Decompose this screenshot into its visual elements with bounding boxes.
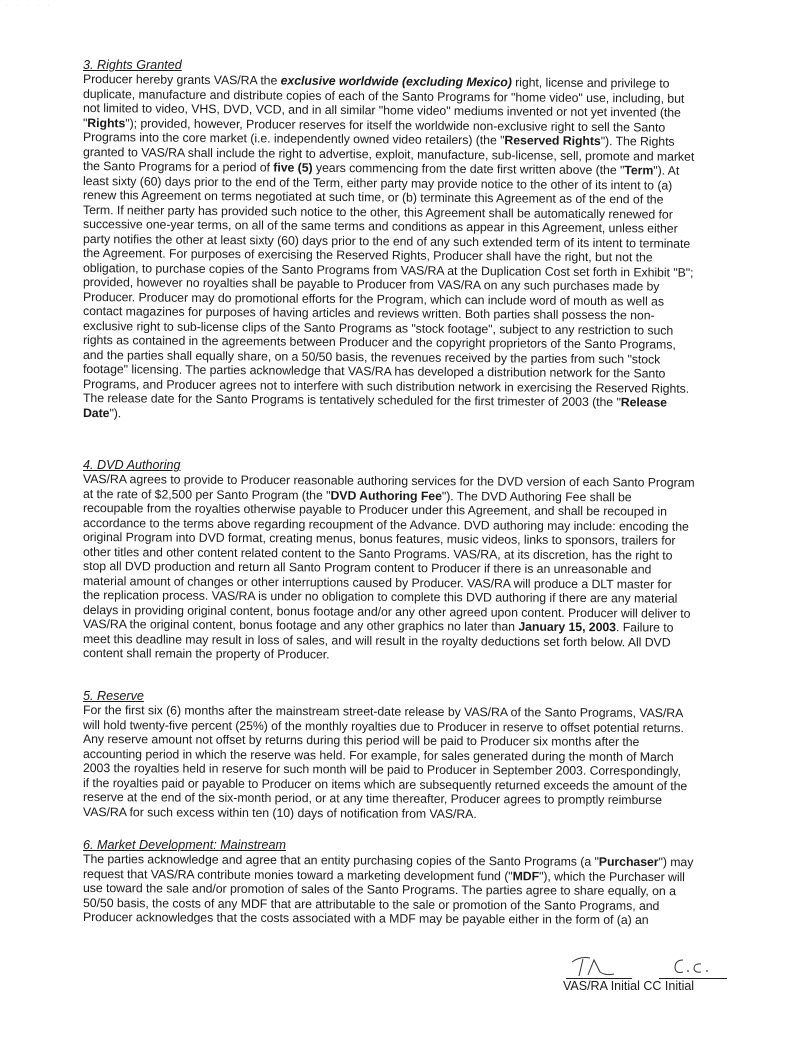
text-run: not limited to video, VHS, DVD, VCD, and in all similar "home video" mediums invented or not yet invented (the bbox=[82, 101, 681, 120]
text-run: granted to VAS/RA shall include the right to advertise, exploit, manufacture, sub-license, sell, promote and market bbox=[82, 144, 695, 164]
text-run: recoupable from the royalties otherwise payable to Producer under this Agreement, and shall be recouped in bbox=[82, 501, 667, 519]
text-run: reserve at the end of the six-month period, or at any time thereafter, Producer agrees to promptly reimburse bbox=[82, 790, 663, 808]
text-run: "). bbox=[109, 405, 122, 420]
text-run: The parties acknowledge and agree that an entity purchasing copies of the Santo Programs (a " bbox=[82, 852, 599, 869]
text-run: "). The DVD Authoring Fee shall be bbox=[441, 488, 632, 504]
defined-term: five (5) bbox=[273, 160, 313, 175]
section-body bbox=[83, 72, 763, 420]
vasra-initial-label: VAS/RA Initial bbox=[563, 979, 640, 993]
defined-term: Purchaser bbox=[598, 854, 659, 870]
text-run: " bbox=[82, 115, 88, 130]
text-run: "); provided, however, Producer reserves for itself the worldwide non-exclusive right to sell the Santo bbox=[125, 115, 666, 135]
defined-term: MDF bbox=[512, 868, 540, 883]
text-run: 50/50 basis, the costs of any MDF that are attributable to the sale or promotion of the Santo Programs, and bbox=[82, 895, 660, 913]
text-run: least sixty (60) days prior to the end of the Term, either party may provide notice to the other of its intent to (a) bbox=[82, 173, 673, 193]
section-dvd-authoring bbox=[83, 458, 763, 661]
paragraph-line bbox=[83, 910, 763, 928]
section-body bbox=[83, 472, 763, 661]
text-run: years commencing from the date first written above (the " bbox=[312, 160, 625, 178]
text-run: content shall remain the property of Producer. bbox=[82, 646, 330, 662]
text-run: right, license and privilege to bbox=[511, 75, 670, 91]
text-run: VAS/RA agrees to provide to Producer reasonable authoring services for the DVD version of each Santo Program bbox=[82, 472, 695, 490]
text-run: 2003 the royalties held in reserve for such month will be paid to Producer in September 2003. Correspondingly, bbox=[82, 761, 681, 779]
section-body bbox=[83, 703, 763, 819]
section-heading: 6. Market Development: Mainstream bbox=[83, 838, 286, 852]
section-reserve bbox=[83, 689, 763, 819]
text-run: Producer hereby grants VAS/RA the bbox=[82, 72, 281, 88]
defined-term: Reserved Rights bbox=[504, 133, 601, 149]
text-run: the Agreement. For purposes of exercising the Reserved Rights, Producer shall have the right, but not the bbox=[82, 246, 653, 265]
defined-term: Release bbox=[620, 395, 668, 410]
section-market-development bbox=[83, 838, 763, 925]
emphasized-term: exclusive worldwide (excluding Mexico) bbox=[280, 73, 512, 90]
section-body bbox=[83, 852, 763, 925]
paragraph-line bbox=[83, 646, 763, 665]
initials-block bbox=[563, 950, 733, 1000]
text-run: will hold twenty-five percent (25%) of the monthly royalties due to Producer in reserve to offset potential returns. bbox=[82, 717, 684, 735]
text-run: Any reserve amount not offset by returns during this period will be paid to Producer six months after the bbox=[82, 732, 640, 749]
text-run: . Failure to bbox=[615, 620, 674, 635]
text-run: Programs, and Producer agrees not to interfere with such distribution network in exercising the Reserved Rights. bbox=[82, 376, 690, 396]
scan-corner-mark: · · · · · bbox=[6, 2, 53, 9]
text-run: material amount of changes or other interruptions caused by Producer. VAS/RA will produce a DLT master for bbox=[82, 573, 672, 592]
defined-term: Rights bbox=[87, 115, 126, 130]
text-run: request that VAS/RA contribute monies toward a marketing development fund (" bbox=[82, 866, 513, 883]
section-heading: 3. Rights Granted bbox=[83, 58, 182, 72]
paragraph-line bbox=[83, 805, 763, 823]
section-heading: 4. DVD Authoring bbox=[83, 458, 181, 472]
text-run: and the parties shall equally share, on a 50/50 basis, the revenues received by the parties from such "stock bbox=[82, 347, 661, 367]
text-run: meet this deadline may result in loss of sales, and will result in the royalty deductions set forth below. All DVD bbox=[82, 631, 671, 650]
text-run: renew this Agreement on terms negotiated at such time, or (b) terminate this Agreement as of the end of the bbox=[82, 188, 664, 207]
text-run: Producer. Producer may do promotional efforts for the Program, which can include word of mouth as well as bbox=[82, 289, 665, 309]
text-run: the replication process. VAS/RA is under no obligation to complete this DVD authoring if there are any material bbox=[82, 588, 678, 606]
text-run: at the rate of $2,500 per Santo Program (the " bbox=[82, 486, 331, 503]
text-run: footage" licensing. The parties acknowledge that VAS/RA has developed a distribution network for the Santo bbox=[82, 362, 666, 381]
text-run: Producer acknowledges that the costs associated with a MDF may be payable either in the form of (a) an bbox=[82, 910, 649, 927]
initial-labels bbox=[563, 979, 694, 993]
text-run: exclusive right to sub-license clips of the Santo Programs as "stock footage", subject to any restriction to such bbox=[82, 318, 674, 338]
text-run: the Santo Programs for a period of bbox=[82, 159, 274, 175]
section-rights-granted bbox=[83, 58, 763, 420]
text-run: successive one-year terms, on all of the same terms and conditions as appear in this Agreement, unless either bbox=[82, 217, 678, 236]
text-run: obligation, to purchase copies of the Santo Programs from VAS/RA at the Duplication Cost set forth in Exhibit "B"; bbox=[82, 260, 694, 280]
text-run: duplicate, manufacture and distribute copies of each of the Santo Programs for "home video" use, including, but bbox=[82, 86, 685, 106]
text-run: other titles and other content related content to the Santo Programs. VAS/RA, at its discretion, has the right to bbox=[82, 544, 673, 563]
cc-handwritten-initials bbox=[659, 950, 727, 978]
text-run: provided, however no royalties shall be payable to Producer from VAS/RA on any such purchases made by bbox=[82, 275, 660, 294]
defined-term: DVD Authoring Fee bbox=[330, 488, 442, 503]
text-run: accounting period in which the reserve was held. For example, for sales generated during the month of March bbox=[82, 746, 674, 764]
text-run: "), which the Purchaser will bbox=[539, 868, 685, 884]
text-run: Term. If neither party has provided such notice to the other, this Agreement shall be automatically renewed for bbox=[82, 202, 673, 222]
text-run: The release date for the Santo Programs is tentatively scheduled for the first trimester of 2003 (the " bbox=[82, 391, 621, 410]
text-run: Programs into the core market (i.e. independently owned video retailers) (the " bbox=[82, 130, 505, 148]
text-run: delays in providing original content, bonus footage and/or any other agreed upon content. Producer will deliver to bbox=[82, 602, 691, 621]
defined-term: Term bbox=[624, 163, 654, 178]
vasra-handwritten-initials bbox=[566, 950, 632, 978]
text-run: use toward the sale and/or promotion of sales of the Santo Programs. The parties agree to share equally, on a bbox=[82, 881, 676, 899]
text-run: "). The Rights bbox=[600, 134, 675, 149]
text-run: accordance to the terms above regarding recoupment of the Advance. DVD authoring may include: encoding the bbox=[82, 515, 689, 534]
text-run: if the royalties paid or payable to Producer on items which are subsequently returned exceeds the amount of the bbox=[82, 775, 688, 793]
vasra-initial-line bbox=[566, 950, 632, 979]
text-run: stop all DVD production and return all Santo Program content to Producer if there is an unreasonable and bbox=[82, 559, 652, 577]
text-run: VAS/RA the original content, bonus footage and any other graphics no later than bbox=[82, 617, 519, 634]
section-heading: 5. Reserve bbox=[83, 689, 144, 703]
text-run: "). At bbox=[653, 163, 680, 178]
text-run: VAS/RA for such excess within ten (10) days of notification from VAS/RA. bbox=[82, 804, 477, 821]
text-run: party notifies the other at least sixty (60) days prior to the end of any such extended term of its intent to terminate bbox=[82, 231, 691, 251]
text-run: For the first six (6) months after the mainstream street-date release by VAS/RA of the Santo Programs, VAS/RA bbox=[82, 703, 684, 721]
text-run: ") may bbox=[658, 855, 694, 870]
text-run: rights as contained in the agreements between Producer and the copyright proprietors of the Santo Programs, bbox=[82, 333, 676, 352]
text-run: original Program into DVD format, creating menus, bonus features, music videos, links to sponsors, trailers for bbox=[82, 530, 676, 548]
cc-initial-line bbox=[659, 950, 727, 979]
defined-term: Date bbox=[82, 405, 110, 420]
text-run: contact magazines for purposes of having articles and reviews written. Both parties shall possess the non- bbox=[82, 304, 655, 323]
cc-initial-label: CC Initial bbox=[643, 979, 695, 993]
defined-term: January 15, 2003 bbox=[518, 619, 617, 635]
